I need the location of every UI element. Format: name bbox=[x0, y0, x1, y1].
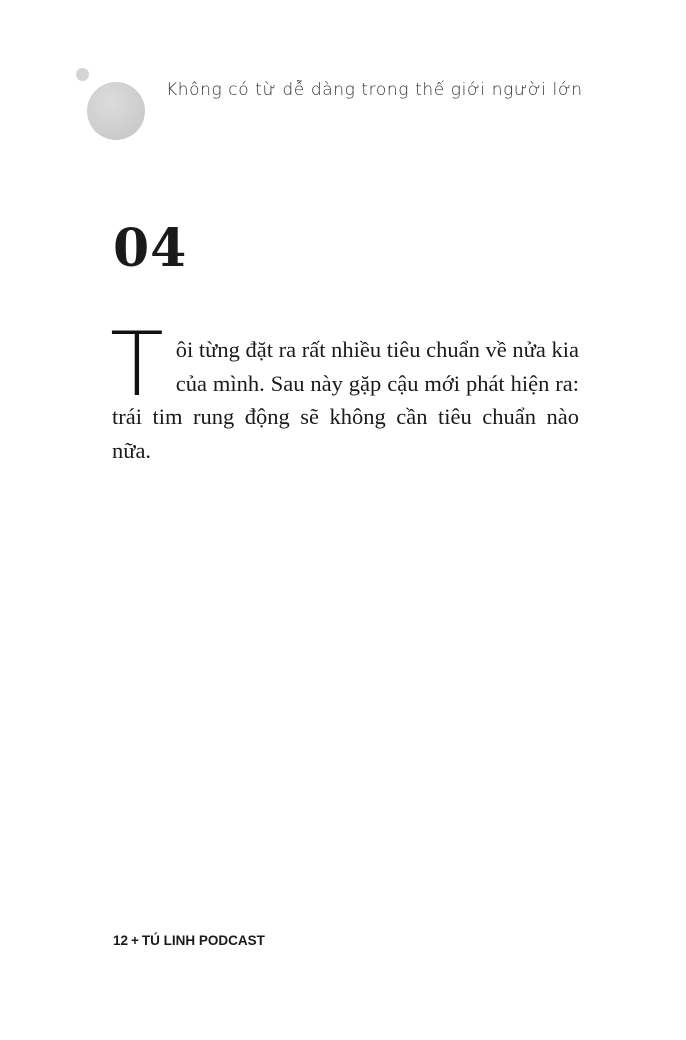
paragraph-text: ôi từng đặt ra rất nhiều tiêu chuẩn về nửa kia của mình. Sau này gặp cậu mới phát hiện ra: trái tim rung động sẽ không cần tiêu chuẩn nào nữa. bbox=[112, 337, 579, 463]
footer-separator: + bbox=[131, 933, 139, 948]
page-footer bbox=[113, 933, 265, 948]
drop-cap-letter: T bbox=[110, 313, 164, 416]
decorative-small-dot bbox=[76, 68, 89, 81]
page-number: 12 bbox=[113, 933, 129, 948]
decorative-large-circle bbox=[87, 82, 145, 140]
section-number: 04 bbox=[113, 218, 188, 279]
running-header: Không có từ dễ dàng trong thế giới người lớn bbox=[166, 80, 583, 100]
body-paragraph bbox=[110, 313, 579, 467]
book-title: TÚ LINH PODCAST bbox=[141, 933, 265, 948]
